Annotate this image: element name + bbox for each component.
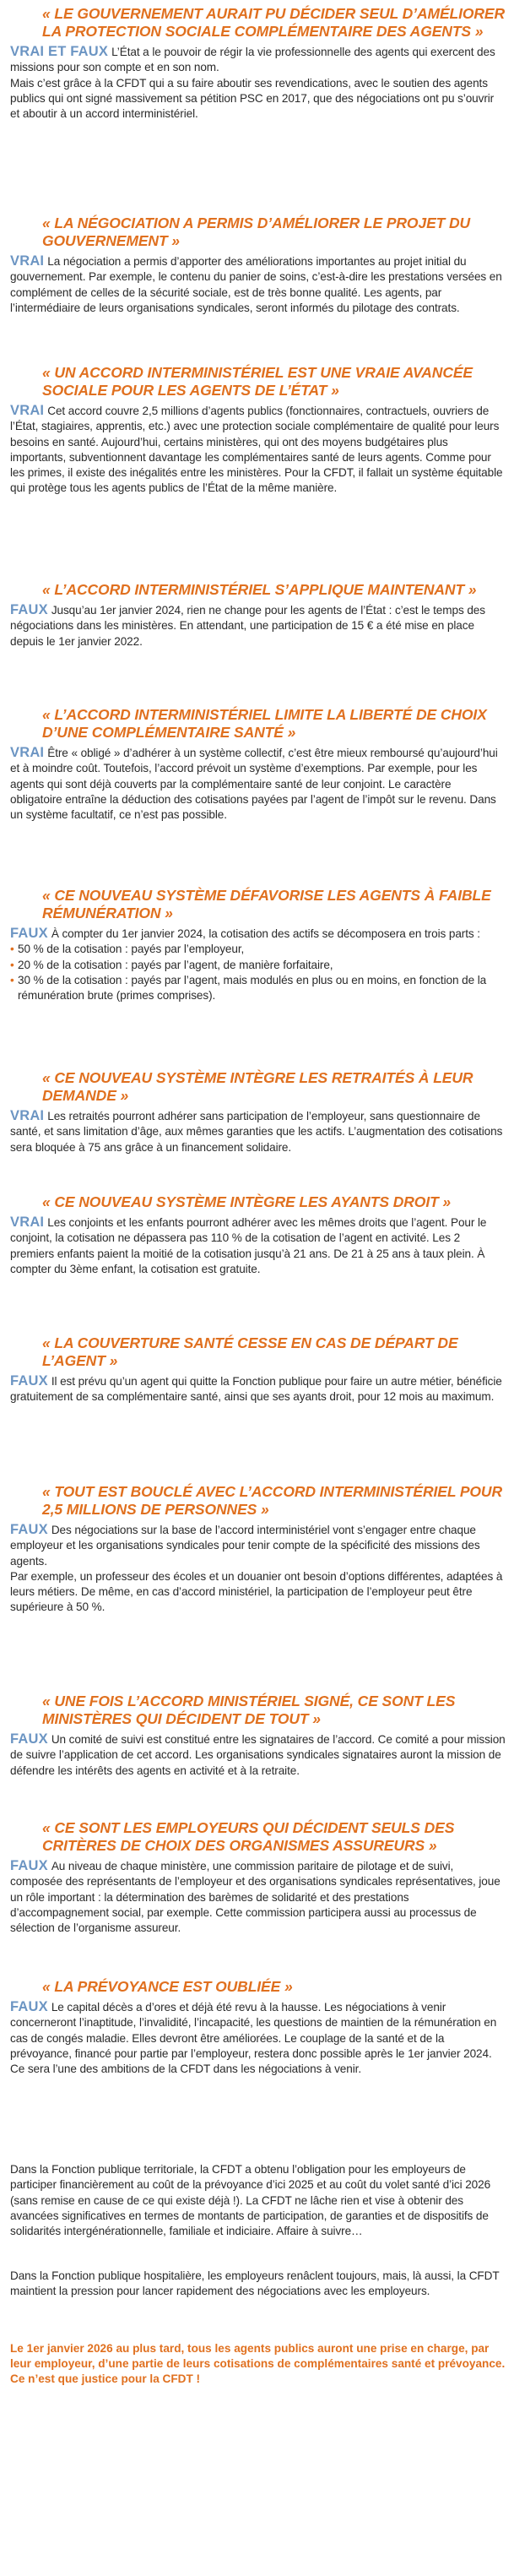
verdict-label: VRAI ET FAUX [10,44,109,59]
verdict-label: FAUX [10,1858,48,1873]
verdict-label: VRAI [10,253,45,269]
paragraph: Être « obligé » d’adhérer à un système collectif, c’est être mieux remboursé qu’aujourd’hui et à moindre coût. Toutefois, l’accord prévoit un système d’exemptions. Par exemple, pour les agents qui sont déjà couverts par la complémentaire santé de leur conjoint. Le caractère obligatoire entraîne la déduction des cotisations payées par l’agent de l’impôt sur le revenu. Dans un système facultatif, ce n’est pas possible. [10,747,498,822]
paragraph: Par exemple, un professeur des écoles et un douanier ont besoin d’options différentes, adaptées à leurs métiers. De même, en cas d’accord ministériel, la participation de l’employeur peut être supérieure à 50 %. [10,1569,503,1614]
paragraph: Au niveau de chaque ministère, une commission paritaire de pilotage et de suivi, composée des représentants de l’employeur et des organisations syndicales représentatives, joue un rôle important : la détermination des barèmes de solidarité et des prestations d’accompagnement social, par exemple. Cette commission participera aussi au processus de sélection de l’organisme assureur. [10,1860,500,1935]
list-item: • 20 % de la cotisation : payés par l’agent, de manière forfaitaire, [10,958,506,973]
list-item: • 50 % de la cotisation : payés par l’employeur, [10,942,506,957]
section-6 [10,1069,506,1155]
bullet-list [10,942,506,1003]
verdict-label: FAUX [10,1999,48,2014]
section-9 [10,1483,506,1616]
section-8 [10,1334,506,1405]
list-item: • 30 % de la cotisation : payés par l’agent, mais modulés en plus ou en moins, en fonction de la rémunération brute (primes comprises). [10,973,506,1004]
section-body [10,1858,506,1936]
section-body [10,1522,506,1616]
section-title: « TOUT EST BOUCLÉ AVEC L’ACCORD INTERMINISTÉRIEL POUR 2,5 MILLIONS DE PERSONNES » [42,1483,503,1518]
section-title: « LA COUVERTURE SANTÉ CESSE EN CAS DE DÉPART DE L’AGENT » [42,1334,458,1369]
verdict-label: FAUX [10,926,48,941]
section-title: « UNE FOIS L’ACCORD MINISTÉRIEL SIGNÉ, CE SONT LES MINISTÈRES QUI DÉCIDENT DE TOUT » [42,1693,456,1727]
section-body [10,1999,506,2077]
section-10 [10,1693,506,1779]
paragraph: La négociation a permis d’apporter des améliorations importantes au projet initial du gouvernement. Par exemple, le contenu du panier de soins, c’est-à-dire les prestations versées en complément de celles de la sécurité sociale, est de très bonne qualité. Les agents, par l’intermédiaire de leurs organisations syndicales, seront informés du pilotage des contrats. [10,255,502,314]
section-body [10,1108,506,1155]
paragraph: Le capital décès a d’ores et déjà été revu à la hausse. Les négociations à venir concerneront l’inaptitude, l’invalidité, l’incapacité, les questions de maintien de la rémunération en cas de congés maladie. Elles devront être améliorées. Le couplage de la santé et de la prévoyance, financé pour partie par l’employeur, restera donc possible après le 1er janvier 2024. Ce sera l’une des ambitions de la CFDT dans les négociations à venir. [10,2001,497,2076]
section-title: « CE NOUVEAU SYSTÈME INTÈGRE LES AYANTS DROIT » [42,1193,452,1210]
section-title: « CE SONT LES EMPLOYEURS QUI DÉCIDENT SEULS DES CRITÈRES DE CHOIX DES ORGANISMES ASSUREURS » [42,1819,455,1854]
section-body [10,602,506,649]
closing-text [10,2162,506,2239]
paragraph: Les retraités pourront adhérer sans participation de l’employeur, sans questionnaire de santé, et sans limitation d’âge, aux mêmes garanties que les actifs. L’augmentation des cotisations sera bloquée à 75 ans grâce à un financement solidaire. [10,1110,503,1154]
verdict-label: FAUX [10,602,48,617]
section-11 [10,1819,506,1936]
closing-text-2 [10,2269,506,2300]
section-12 [10,1978,506,2077]
paragraph: Un comité de suivi est constitué entre les signataires de l’accord. Ce comité a pour mission de suivre l’application de cet accord. Les organisations syndicales signataires auront la mission de défendre les intérêts des agents en activité et à la retraite. [10,1733,506,1777]
paragraph: Dans la Fonction publique territoriale, la CFDT a obtenu l’obligation pour les employeurs de participer financièrement au coût de la prévoyance d’ici 2025 et au coût du volet santé d’ici 2026 (sans remise en cause de ce qui existe déjà !). La CFDT ne lâche rien et vise à obtenir des avancées significatives en termes de montants de participation, de garanties et de dispositifs de solidarités intergénérationnelle, familiale et indiciaire. Affaire à suivre… [10,2163,491,2238]
section-7 [10,1193,506,1277]
section-body [10,1373,506,1405]
section-title: « LA PRÉVOYANCE EST OUBLIÉE » [42,1978,293,1995]
final-statement: Le 1er janvier 2026 au plus tard, tous les agents publics auront une prise en charge, par leur employeur, d’une partie de leurs cotisations de complémentaires santé et prévoyance. [10,2342,506,2370]
section-title: « L’ACCORD INTERMINISTÉRIEL LIMITE LA LIBERTÉ DE CHOIX D’UNE COMPLÉMENTAIRE SANTÉ » [42,706,487,741]
paragraph: L’État a le pouvoir de régir la vie professionnelle des agents qui exercent des missions pour son compte et en son nom. [10,46,495,74]
section-4 [10,706,506,823]
paragraph: Jusqu’au 1er janvier 2024, rien ne change pour les agents de l’État : c’est le temps des négociations dans les ministères. En attendant, une participation de 15 € a été mise en place depuis le 1er janvier 2022. [10,604,485,648]
section-title: « CE NOUVEAU SYSTÈME DÉFAVORISE LES AGENTS À FAIBLE RÉMUNÉRATION » [42,887,491,921]
section-title: « LA NÉGOCIATION A PERMIS D’AMÉLIORER LE PROJET DU GOUVERNEMENT » [42,215,471,249]
section-body [10,44,506,122]
section-2 [10,364,506,497]
section-body [10,745,506,823]
paragraph: Les conjoints et les enfants pourront adhérer avec les mêmes droits que l’agent. Pour le conjoint, la cotisation ne dépassera pas 110 % de la cotisation de l’agent en activité. Les 2 premiers enfants paient la moitié de la cotisation jusqu’à 21 ans. De 21 à 25 ans à taux plein. À compter du 3ème enfant, la cotisation est gratuite. [10,1216,487,1275]
section-title: « UN ACCORD INTERMINISTÉRIEL EST UNE VRAIE AVANCÉE SOCIALE POUR LES AGENTS DE L’ÉTAT » [42,364,473,399]
final-statement-block [10,2341,506,2387]
section-title: « L’ACCORD INTERMINISTÉRIEL S’APPLIQUE MAINTENANT » [42,581,477,598]
section-0 [10,5,506,122]
section-body [10,1215,506,1277]
verdict-label: FAUX [10,1731,48,1747]
final-tagline: Ce n’est que justice pour la CFDT ! [10,2372,201,2385]
section-title: « CE NOUVEAU SYSTÈME INTÈGRE LES RETRAITÉS À LEUR DEMANDE » [42,1069,473,1104]
paragraph: Cet accord couvre 2,5 millions d’agents publics (fonctionnaires, contractuels, ouvriers de l’État, stagiaires, apprentis, etc.) avec une protection sociale complémentaire de qualité pour leurs besoins en santé. Aujourd’hui, certains ministères, qui ont des moyens budgétaires plus importants, subventionnent davantage les complémentaires santé de leurs agents. Comme pour les primes, il existe des inégalités entre les ministères. Pour la CFDT, il fallait un système équitable qui protège tous les agents publics de l’État de la même manière. [10,405,503,495]
verdict-label: VRAI [10,1215,45,1230]
paragraph: Mais c’est grâce à la CFDT qui a su faire aboutir ses revendications, avec le soutien des agents publics qui ont signé massivement sa pétition PSC en 2017, que des négociations ont pu s’ouvrir et aboutir à un accord interministériel. [10,76,495,121]
verdict-label: VRAI [10,1108,45,1123]
section-title: « LE GOUVERNEMENT AURAIT PU DÉCIDER SEUL D’AMÉLIORER LA PROTECTION SOCIALE COMPLÉMENTAIRE DES AGENTS » [42,5,506,40]
section-body [10,926,506,1003]
verdict-label: FAUX [10,1522,48,1537]
verdict-label: VRAI [10,745,45,760]
section-1 [10,215,506,316]
paragraph: Il est prévu qu’un agent qui quitte la Fonction publique pour faire un autre métier, bénéficie gratuitement de sa complémentaire santé, ainsi que ses ayants droit, pour 12 mois au maximum. [10,1375,502,1404]
section-body [10,253,506,316]
verdict-label: FAUX [10,1373,48,1389]
section-3 [10,581,506,649]
section-body [10,403,506,497]
paragraph: Dans la Fonction publique hospitalière, les employeurs renâclent toujours, mais, là aussi, la CFDT maintient la pression pour lancer rapidement des négociations avec les employeurs. [10,2269,500,2298]
paragraph: Des négociations sur la base de l’accord interministériel vont s’engager entre chaque employeur et les organisations syndicales pour tenir compte de la spécificité des missions des agents. [10,1524,480,1568]
section-5 [10,887,506,1003]
paragraph: À compter du 1er janvier 2024, la cotisation des actifs se décomposera en trois parts : [51,927,480,940]
verdict-label: VRAI [10,403,45,418]
section-body [10,1731,506,1779]
